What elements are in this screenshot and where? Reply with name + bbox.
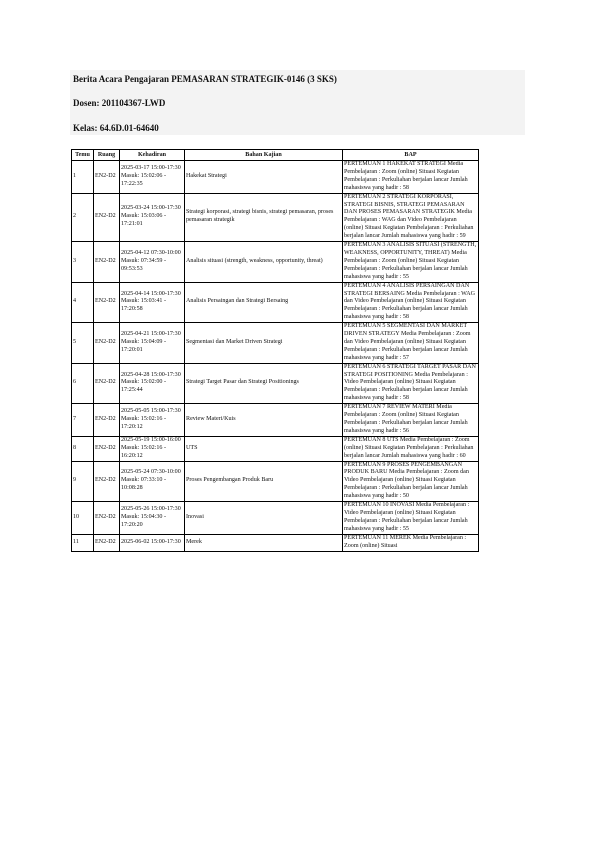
cell-bap: PERTEMUAN 1 HAKEKAT STRATEGI Media Pembelajaran : Zoom (online) Situasi Kegiatan Pembelajaran : Perkuliahan berjalan lancar Jumlah mahasiswa yang hadir : 58	[343, 161, 479, 194]
cell-bap: PERTEMUAN 5 SEGMENTASI DAN MARKET DRIVEN STRATEGY Media Pembelajaran : Zoom dan Video Pembelajaran (online) Situasi Kegiatan Pembelajaran : Perkuliahan berjalan lancar Jumlah mahasiswa yang hadir : 57	[343, 323, 479, 364]
cell-kehadiran: 2025-04-12 07:30-10:00 Masuk: 07:34:59 - 09:53:53	[120, 242, 185, 283]
cell-kehadiran: 2025-05-05 15:00-17:30 Masuk: 15:02:16 - 17:20:12	[120, 404, 185, 437]
cell-kehadiran: 2025-06-02 15:00-17:30	[120, 534, 185, 551]
cell-temu: 11	[72, 534, 94, 551]
cell-bap: PERTEMUAN 8 UTS Media Pembelajaran : Zoom (online) Situasi Kegiatan Pembelajaran : Perkuliahan berjalan lancar Jumlah mahasiswa yang hadir : 60	[343, 436, 479, 461]
document-title: Berita Acara Pengajaran PEMASARAN STRATEGIK-0146 (3 SKS)	[73, 74, 337, 84]
cell-ruang: EN2-D2	[94, 323, 120, 364]
cell-ruang: EN2-D2	[94, 242, 120, 283]
cell-bap: PERTEMUAN 11 MEREK Media Pembelajaran : Zoom (online) Situasi	[343, 534, 479, 551]
cell-bap: PERTEMUAN 2 STRATEGI KORPORASI, STRATEGI BISNIS, STRATEGI PEMASARAN DAN PROSES PEMASARAN STRATEGIK Media Pembelajaran : WAG dan Video Pembelajaran (online) Situasi Kegiatan Pembelajaran : Perkuliahan berjalan lancar Jumlah mahasiswa yang hadir : 59	[343, 193, 479, 241]
teaching-record-table	[71, 149, 479, 552]
table-row	[72, 502, 479, 535]
column-header-bahan-kajian: Bahan Kajian	[185, 150, 343, 161]
cell-kehadiran: 2025-05-19 15:00-16:00 Masuk: 15:02:16 - 16:20:12	[120, 436, 185, 461]
table-row	[72, 161, 479, 194]
cell-ruang: EN2-D2	[94, 161, 120, 194]
cell-bahan-kajian: UTS	[185, 436, 343, 461]
cell-kehadiran: 2025-04-28 15:00-17:30 Masuk: 15:02:00 - 17:25:44	[120, 363, 185, 404]
cell-temu: 7	[72, 404, 94, 437]
cell-temu: 4	[72, 282, 94, 323]
cell-temu: 5	[72, 323, 94, 364]
column-header-temu: Temu	[72, 150, 94, 161]
document-header	[70, 70, 525, 135]
cell-bahan-kajian: Review Materi/Kuis	[185, 404, 343, 437]
table-row	[72, 282, 479, 323]
table-row	[72, 436, 479, 461]
cell-bahan-kajian: Analisis Persaingan dan Strategi Bersaing	[185, 282, 343, 323]
cell-bap: PERTEMUAN 3 ANALISIS SITUASI (STRENGTH, WEAKNESS, OPPORTUNITY, THREAT) Media Pembelajaran : Zoom (online) Situasi Kegiatan Pembelajaran : Perkuliahan berjalan lancar Jumlah mahasiswa yang hadir : 55	[343, 242, 479, 283]
cell-temu: 10	[72, 502, 94, 535]
cell-ruang: EN2-D2	[94, 363, 120, 404]
cell-bap: PERTEMUAN 7 REVIEW MATERI Media Pembelajaran : Zoom (online) Situasi Kegiatan Pembelajaran : Perkuliahan berjalan lancar Jumlah mahasiswa yang hadir : 56	[343, 404, 479, 437]
cell-kehadiran: 2025-03-24 15:00-17:30 Masuk: 15:03:06 - 17:21:01	[120, 193, 185, 241]
table-row	[72, 534, 479, 551]
cell-ruang: EN2-D2	[94, 534, 120, 551]
cell-bap: PERTEMUAN 6 STRATEGI TARGET PASAR DAN STRATEGI POSITIONING Media Pembelajaran : Video Pembelajaran (online) Situasi Kegiatan Pembelajaran : Perkuliahan berjalan lancar Jumlah mahasiswa yang hadir : 58	[343, 363, 479, 404]
cell-bahan-kajian: Analisis situasi (strength, weakness, opportunity, threat)	[185, 242, 343, 283]
cell-temu: 8	[72, 436, 94, 461]
cell-ruang: EN2-D2	[94, 193, 120, 241]
lecturer-label: Dosen: 201104367-LWD	[73, 98, 166, 108]
table-row	[72, 242, 479, 283]
cell-temu: 6	[72, 363, 94, 404]
cell-temu: 2	[72, 193, 94, 241]
column-header-kehadiran: Kehadiran	[120, 150, 185, 161]
cell-kehadiran: 2025-03-17 15:00-17:30 Masuk: 15:02:06 - 17:22:35	[120, 161, 185, 194]
cell-kehadiran: 2025-05-24 07:30-10:00 Masuk: 07:33:10 - 10:08:28	[120, 461, 185, 502]
class-label: Kelas: 64.6D.01-64640	[73, 123, 159, 133]
cell-bahan-kajian: Segmentasi dan Market Driven Strategi	[185, 323, 343, 364]
cell-ruang: EN2-D2	[94, 436, 120, 461]
cell-bahan-kajian: Merek	[185, 534, 343, 551]
cell-temu: 3	[72, 242, 94, 283]
cell-ruang: EN2-D2	[94, 404, 120, 437]
cell-ruang: EN2-D2	[94, 502, 120, 535]
cell-bap: PERTEMUAN 9 PROSES PENGEMBANGAN PRODUK BARU Media Pembelajaran : Zoom dan Video Pembelajaran (online) Situasi Kegiatan Pembelajaran : Perkuliahan berjalan lancar Jumlah mahasiswa yang hadir : 50	[343, 461, 479, 502]
cell-temu: 9	[72, 461, 94, 502]
cell-bahan-kajian: Strategi Target Pasar dan Strategi Positionings	[185, 363, 343, 404]
table-row	[72, 404, 479, 437]
cell-bap: PERTEMUAN 10 INOVASI Media Pembelajaran : Video Pembelajaran (online) Situasi Kegiatan Pembelajaran : Perkuliahan berjalan lancar Jumlah mahasiswa yang hadir : 55	[343, 502, 479, 535]
table-header-row	[72, 150, 479, 161]
column-header-bap: BAP	[343, 150, 479, 161]
cell-ruang: EN2-D2	[94, 282, 120, 323]
table-row	[72, 193, 479, 241]
column-header-ruang: Ruang	[94, 150, 120, 161]
cell-kehadiran: 2025-04-21 15:00-17:30 Masuk: 15:04:09 - 17:20:01	[120, 323, 185, 364]
table-row	[72, 461, 479, 502]
cell-bahan-kajian: Proses Pengembangan Produk Baru	[185, 461, 343, 502]
cell-bahan-kajian: Strategi korporasi, strategi bisnis, strategi pemasaran, proses pemasaran strategik	[185, 193, 343, 241]
table-row	[72, 363, 479, 404]
cell-bahan-kajian: Hakekat Strategi	[185, 161, 343, 194]
cell-bahan-kajian: Inovasi	[185, 502, 343, 535]
cell-ruang: EN2-D2	[94, 461, 120, 502]
cell-temu: 1	[72, 161, 94, 194]
table-row	[72, 323, 479, 364]
cell-kehadiran: 2025-04-14 15:00-17:30 Masuk: 15:03:41 - 17:20:58	[120, 282, 185, 323]
cell-kehadiran: 2025-05-26 15:00-17:30 Masuk: 15:04:30 - 17:20:20	[120, 502, 185, 535]
cell-bap: PERTEMUAN 4 ANALISIS PERSAINGAN DAN STRATEGI BERSAING Media Pembelajaran : WAG dan Video Pembelajaran (online) Situasi Kegiatan Pembelajaran : Perkuliahan berjalan lancar Jumlah mahasiswa yang hadir : 58	[343, 282, 479, 323]
